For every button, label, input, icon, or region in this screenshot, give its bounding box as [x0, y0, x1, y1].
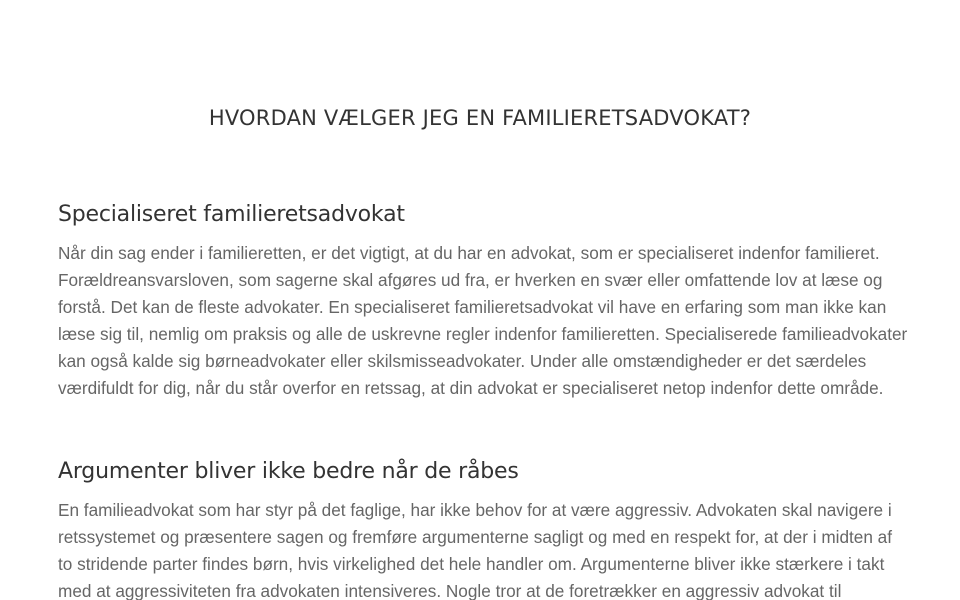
section-body: Når din sag ender i familieretten, er det vigtigt, at du har en advokat, som er specialiseret indenfor familieret. Forældreansvarsloven, som sagerne skal afgøres ud fra, er hverken en svær eller omfattende lov at læse og forstå. Det kan de fleste advokater. En specialiseret familieretsadvokat vil have en erfaring som man ikke kan læse sig til, nemlig om praksis og alle de uskrevne regler indenfor familieretten. Specialiserede familieadvokater kan også kalde sig børneadvokater eller skilsmisseadvokater. Under alle omstændigheder er det særdeles værdifuldt for dig, når du står overfor en retssag, at din advokat er specialiseret netop indenfor dette område. [58, 243, 908, 398]
section-heading: Argumenter bliver ikke bedre når de råbes [58, 459, 519, 484]
page-title: HVORDAN VÆLGER JEG EN FAMILIERETSADVOKAT? [208, 106, 752, 130]
section-specialized-lawyer [58, 199, 908, 402]
section-body: En familieadvokat som har styr på det faglige, har ikke behov for at være aggressiv. Advokaten skal navigere i retssystemet og præsentere sagen og fremføre argumenterne sagligt og med en respekt for, at der i midten af to stridende parter findes børn, hvis virkelighed det hele handler om. Argumenterne bliver ikke stærkere i takt med at aggressiviteten fra advokaten intensiveres. Nogle tror at de foretrækker en aggressiv advokat til [58, 500, 893, 600]
section-arguments [58, 456, 908, 600]
section-heading: Specialiseret familieretsadvokat [58, 202, 405, 227]
